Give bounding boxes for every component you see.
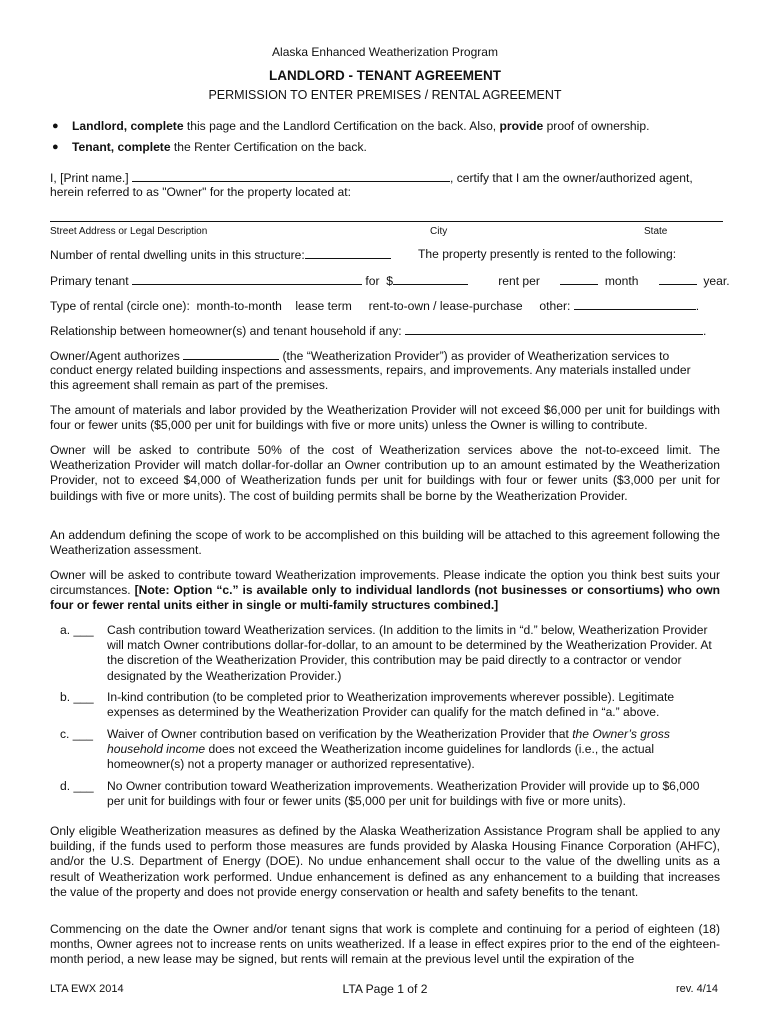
- option-a-checkbox[interactable]: a. ___: [60, 623, 94, 637]
- rent-month-field[interactable]: [560, 273, 598, 285]
- print-name-field[interactable]: [132, 170, 450, 182]
- addendum-paragraph: An addendum defining the scope of work to be accomplished on this building will be attached to this agreement following the Weatherization assessment.: [50, 528, 720, 558]
- bullet-tenant: [72, 140, 367, 155]
- commencing-paragraph: Commencing on the date the Owner and/or tenant signs that work is complete and continuing for a period of eighteen (18) months, Owner agrees not to increase rents on units weatherized. If a lease in effect expires prior to the end of the eighteen-month period, a new lease may be signed, but rents will remain at the previous level until the expiration of the: [50, 922, 720, 967]
- authorizes-line: [50, 348, 669, 364]
- eligible-paragraph: Only eligible Weatherization measures as defined by the Alaska Weatherization Assistance Program shall be applied to any building, if the funds used to perform those measures are funds provided by Alaska Housing Finance Corporation (AHFC), and/or the U.S. Department of Energy (DOE). No undue enhancement shall occur to the value of the dwelling units as a result of Weatherization work performed. Undue enhancement is defined as any enhancement to a building that increases the value of the property and does not provide energy conservation or health and safety benefits to the tenant.: [50, 824, 720, 899]
- primary-tenant-line: [50, 273, 730, 289]
- bullet-landlord-bold: Landlord, complete: [72, 119, 184, 133]
- rental-type-line: [50, 298, 699, 314]
- option-d-checkbox[interactable]: d. ___: [60, 779, 94, 793]
- bullet-dot: ●: [52, 120, 59, 132]
- authorizes-start: Owner/Agent authorizes: [50, 349, 180, 363]
- rental-type-label: Type of rental (circle one):: [50, 299, 190, 313]
- rental-option-month-to-month[interactable]: month-to-month: [196, 299, 282, 313]
- bullet-landlord-provide: provide: [499, 119, 544, 133]
- program-name: Alaska Enhanced Weatherization Program: [272, 45, 498, 59]
- month-label: month: [604, 274, 639, 288]
- address-field-line[interactable]: [50, 221, 723, 222]
- units-line: [50, 247, 391, 263]
- options-intro-text: Owner will be asked to contribute toward Weatherization improvements. Please indicate the option you think best suits your circumstances.: [50, 568, 720, 598]
- rental-other-field[interactable]: [574, 298, 696, 310]
- certify-prefix: I, [Print name.]: [50, 171, 129, 185]
- option-b-checkbox[interactable]: b. ___: [60, 690, 94, 704]
- contribution-paragraph: Owner will be asked to contribute 50% of the cost of Weatherization services above the not-to-exceed limit. The Weatherization Provider will match dollar-for-dollar an Owner contribution up to an amount estimated by the Weatherization Provider, not to exceed $4,000 of Weatherization funds per unit for buildings with four or fewer units ($3,000 per unit for buildings with five or more units). The cost of building permits shall be borne by the Weatherization Provider.: [50, 443, 720, 503]
- option-c-italic: the Owner’s gross household income: [107, 727, 670, 757]
- rented-to-label: The property presently is rented to the following:: [418, 247, 677, 261]
- bullet-dot: ●: [52, 141, 59, 153]
- for-label: for: [365, 274, 380, 288]
- rental-other-end: .: [695, 299, 700, 313]
- footer-form-code: LTA EWX 2014: [50, 983, 124, 995]
- option-a-text: Cash contribution toward Weatherization services. (In addition to the limits in “d.” below, Weatherization Provider will match Owner contributions dollar-for-dollar, to an amount to be determined by the Weatherization Provider. At the discretion of the Weatherization Provider, this contribution may be paid directly to a contractor or vendor designated by the Weatherization Provider.): [107, 623, 712, 683]
- bullet-tenant-text: the Renter Certification on the back.: [170, 140, 367, 154]
- units-count-field[interactable]: [305, 247, 391, 259]
- relationship-end: .: [703, 324, 707, 338]
- option-c-checkbox[interactable]: c. ___: [60, 727, 93, 741]
- year-label: year.: [703, 274, 730, 288]
- options-note: [Note: Option “c.” is available only to individual landlords (not businesses or consortiums) who own four or fewer rental units either in single or multi-family structures combined.]: [50, 583, 720, 613]
- document-subtitle: PERMISSION TO ENTER PREMISES / RENTAL AGREEMENT: [208, 88, 562, 102]
- primary-tenant-label: Primary tenant: [50, 274, 129, 288]
- rent-amount-field[interactable]: [393, 273, 468, 285]
- bullet-landlord-text-end: proof of ownership.: [543, 119, 650, 133]
- option-c-text-2: does not exceed the Weatherization income guidelines for landlords (i.e., the actual homeowner(s) not a property manager or authorized representative).: [107, 742, 655, 772]
- rental-other-label: other:: [539, 299, 571, 313]
- dollar-sign: $: [386, 274, 393, 288]
- option-c-text: [107, 727, 720, 773]
- street-address-label: Street Address or Legal Description: [50, 226, 208, 237]
- amount-paragraph: The amount of materials and labor provided by the Weatherization Provider will not exceed $6,000 per unit for buildings with four or fewer units ($5,000 per unit for buildings with five or more units) unless the Owner is willing to contribute.: [50, 403, 720, 433]
- option-c-text-1: Waiver of Owner contribution based on verification by the Weatherization Provider that: [107, 727, 573, 741]
- relationship-label: Relationship between homeowner(s) and tenant household if any:: [50, 324, 402, 338]
- units-label: Number of rental dwelling units in this structure:: [50, 248, 305, 262]
- footer-page-number: LTA Page 1 of 2: [342, 982, 428, 996]
- relationship-line: [50, 323, 706, 339]
- state-label: State: [644, 226, 668, 237]
- authorizes-line-2: conduct energy related building inspections and assessments, repairs, and improvements. Any materials installed under: [50, 363, 691, 377]
- certify-line-2: herein referred to as "Owner" for the property located at:: [50, 185, 352, 199]
- bullet-tenant-bold: Tenant, complete: [72, 140, 171, 154]
- city-label: City: [430, 226, 448, 237]
- option-d-text: No Owner contribution toward Weatherization improvements. Weatherization Provider will provide up to $6,000 per unit for buildings with four or fewer units ($5,000 per unit for buildings with five or more units).: [107, 779, 700, 809]
- authorizes-line-3: this agreement shall remain as part of the premises.: [50, 378, 329, 392]
- certify-suffix: , certify that I am the owner/authorized agent,: [450, 171, 693, 185]
- primary-tenant-field[interactable]: [132, 273, 362, 285]
- relationship-field[interactable]: [405, 323, 703, 335]
- document-title: LANDLORD - TENANT AGREEMENT: [269, 68, 501, 83]
- footer-revision: rev. 4/14: [676, 983, 718, 995]
- rental-option-lease-term[interactable]: lease term: [295, 299, 352, 313]
- certify-line: [50, 170, 693, 186]
- rent-per-label: rent per: [498, 274, 540, 288]
- rental-option-rent-to-own[interactable]: rent-to-own / lease-purchase: [368, 299, 523, 313]
- authorizes-rest: (the “Weatherization Provider”) as provider of Weatherization services to: [282, 349, 670, 363]
- provider-name-field[interactable]: [183, 348, 279, 360]
- option-b-text: In-kind contribution (to be completed prior to Weatherization improvements wherever possible). Legitimate expenses as determined by the Weatherization Provider can qualify for the match defined in “a.” above.: [107, 690, 675, 720]
- rent-year-field[interactable]: [659, 273, 697, 285]
- bullet-landlord-text: this page and the Landlord Certification on the back. Also,: [183, 119, 500, 133]
- bullet-landlord: [72, 119, 649, 134]
- options-intro-paragraph: [50, 568, 720, 614]
